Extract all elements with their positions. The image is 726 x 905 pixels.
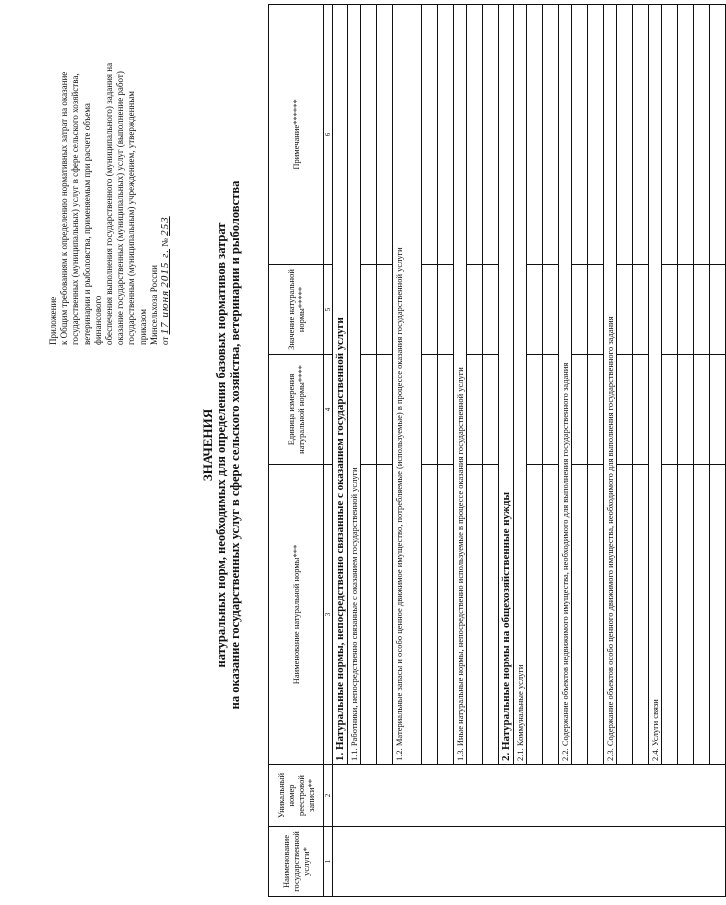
table-row (559, 5, 572, 897)
subsection-heading: 2.3. Содержание объектов особо ценного движимого имущества, необходимого для выполнения государственного задания (604, 5, 617, 765)
table-row (633, 5, 649, 897)
table-row (483, 5, 499, 897)
table-row (348, 5, 361, 897)
appendix-line: государственным (муниципальным) учреждением, утвержденным приказом (126, 91, 148, 345)
table-row (572, 5, 588, 897)
document-subtitle-2: на оказание государственных услуг в сфере сельского хозяйства, ветеринарии и рыболовства (228, 180, 242, 710)
header-norm-name: Наименование натуральной нормы*** (269, 465, 324, 765)
date-prefix: от (160, 336, 171, 345)
col-number: 6 (324, 5, 333, 265)
table-row (454, 5, 467, 897)
document-subtitle: натуральных норм, необходимых для определения базовых нормативов затрат (214, 222, 228, 668)
norms-table (268, 4, 726, 897)
table-row (617, 5, 633, 897)
section-heading: 1. Натуральные нормы, непосредственно связанные с оказанием государственной услуги (333, 5, 348, 765)
table-row (499, 5, 514, 897)
table-row (710, 5, 726, 897)
table-row (393, 5, 422, 897)
table-row (604, 5, 617, 897)
header-note: Примечание****** (269, 5, 324, 265)
subsection-heading: 2.1. Коммунальные услуги (514, 5, 527, 765)
number-label: № (160, 238, 171, 247)
table-row (422, 5, 438, 897)
header-value: Значение натуральной нормы***** (269, 265, 324, 355)
subsection-heading: 1.2. Материальные запасы и особо ценное движимое имущество, потребляемые (используемые) в процессе оказания государственной услуги (393, 5, 422, 765)
appendix-line: государственных (муниципальных) услуг в сфере сельского хозяйства, (70, 73, 81, 345)
header-unit: Единица измерения натуральной нормы**** (269, 355, 324, 465)
table-row (694, 5, 710, 897)
service-name-cell (333, 827, 726, 897)
date-day: 17 июня (159, 289, 172, 335)
col-number: 4 (324, 355, 333, 465)
subsection-heading: 1.3. Иные натуральные нормы, непосредственно используемые в процессе оказания государственной услуги (454, 5, 467, 765)
document-title: ЗНАЧЕНИЯ (200, 408, 215, 482)
appendix-line: оказание государственных (муниципальных) услуг (выполнение работ) (115, 71, 126, 345)
table-row (662, 5, 678, 897)
document-number: 253 (159, 216, 172, 236)
header-service-name: Наименование государственной услуги* (269, 827, 324, 897)
table-row (438, 5, 454, 897)
appendix-line: Приложение (48, 296, 58, 345)
col-number: 5 (324, 265, 333, 355)
section-heading: 2. Натуральные нормы на общехозяйственные нужды (499, 5, 514, 765)
registry-number-cell (333, 765, 726, 827)
date-year: 2015 г. (159, 248, 172, 288)
table-row (333, 5, 348, 897)
table-row (588, 5, 604, 897)
subsection-heading: 2.2. Содержание объектов недвижимого имущества, необходимого для выполнения государственного задания (559, 5, 572, 765)
table-row (527, 5, 543, 897)
appendix-line: ветеринарии и рыболовства, применяемым при расчете объема финансового (81, 103, 103, 345)
appendix-line: Минсельхоза России (148, 265, 159, 345)
table-row (361, 5, 377, 897)
header-registry-number: Уникальный номер реестровой записи** (269, 765, 324, 827)
appendix-date (160, 55, 171, 345)
appendix-line: к Общим требованиям к определению нормативных затрат на оказание (59, 71, 70, 345)
table-row (467, 5, 483, 897)
subsection-heading: 2.4. Услуги связи (649, 5, 662, 765)
table-row (678, 5, 694, 897)
table-row (377, 5, 393, 897)
col-number: 1 (324, 827, 333, 897)
column-numbers-row (324, 5, 333, 897)
col-number: 3 (324, 465, 333, 765)
table-header-row (269, 5, 324, 897)
col-number: 2 (324, 765, 333, 827)
table-row (543, 5, 559, 897)
appendix-line: обеспечения выполнения государственного (муниципального) задания на (104, 62, 115, 345)
subsection-heading: 1.1. Работники, непосредственно связанные с оказанием государственной услуги (348, 5, 361, 765)
table-row (514, 5, 527, 897)
table-row (649, 5, 662, 897)
appendix-block (48, 55, 171, 345)
